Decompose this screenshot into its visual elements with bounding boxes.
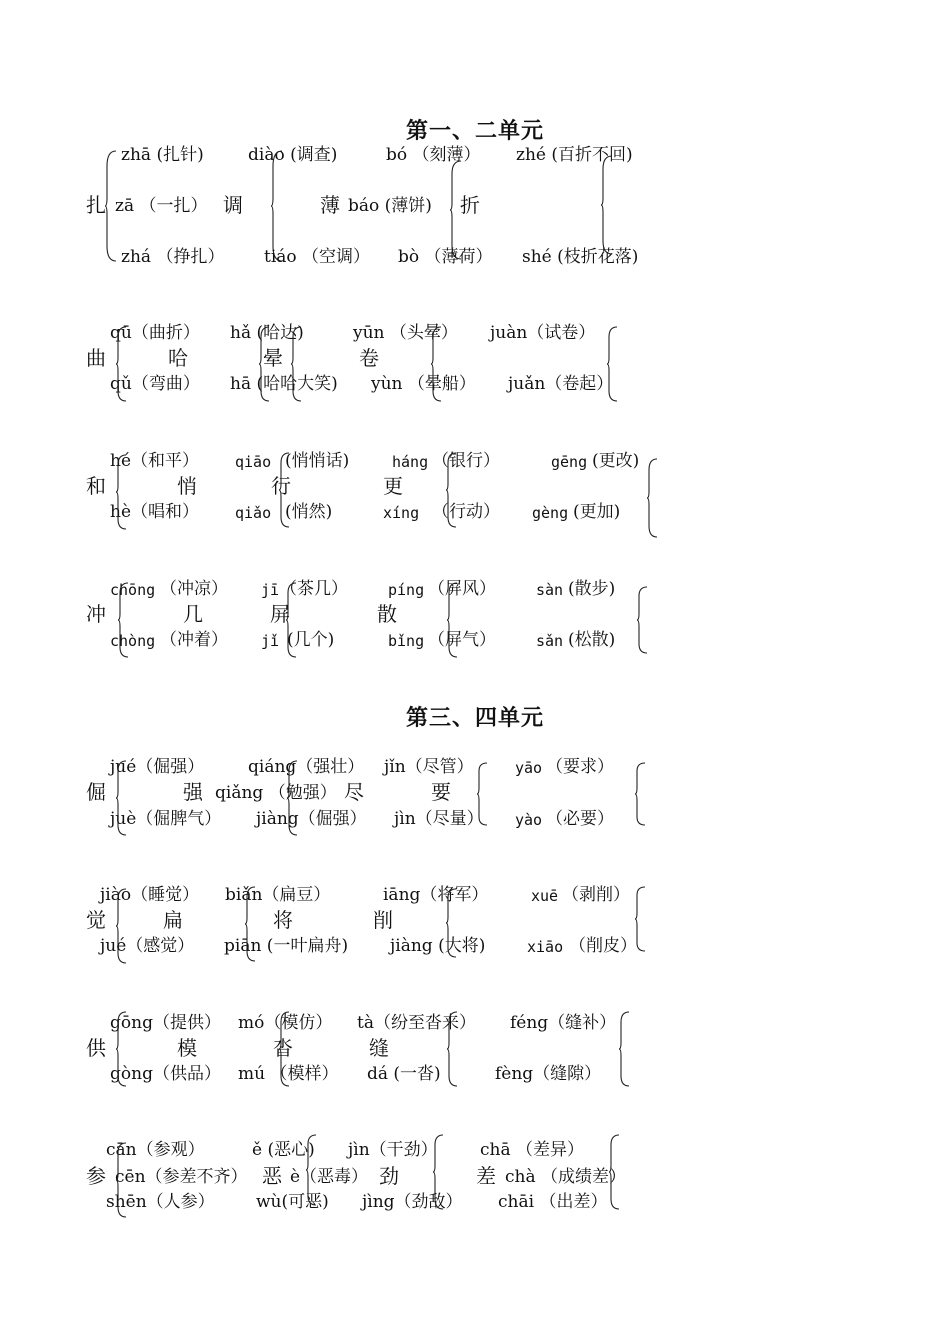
reading-bottom: hè（唱和） bbox=[110, 502, 200, 522]
char: 晕 bbox=[263, 346, 283, 370]
head-char: 倔 bbox=[86, 780, 106, 804]
reading-mid: chà （成绩差） bbox=[505, 1167, 627, 1187]
brace bbox=[446, 582, 458, 658]
brace bbox=[446, 1011, 458, 1087]
reading-top: juàn（试卷） bbox=[490, 323, 596, 343]
reading-top: jī bbox=[261, 581, 280, 599]
brace bbox=[432, 1134, 444, 1210]
reading-top: jué（倔强） bbox=[110, 757, 205, 777]
reading-bottom: gòng（供品） bbox=[110, 1064, 221, 1084]
word-bottom: (更加) bbox=[573, 502, 621, 522]
reading-top: yāo bbox=[515, 759, 543, 777]
brace bbox=[430, 326, 442, 402]
char: 薄 bbox=[320, 193, 340, 217]
reading-bottom: bò （薄荷） bbox=[398, 247, 493, 267]
brace bbox=[305, 1134, 317, 1206]
reading-top: jìn（干劲） bbox=[348, 1140, 438, 1160]
char: 调 bbox=[223, 193, 243, 217]
reading-bottom: jǐ bbox=[261, 632, 280, 650]
reading-mid: cēn（参差不齐） bbox=[115, 1167, 248, 1187]
reading-bottom: bǐng bbox=[388, 632, 425, 650]
brace bbox=[270, 150, 284, 262]
brace bbox=[600, 155, 614, 255]
reading-bottom: juè（倔脾气） bbox=[110, 809, 222, 829]
brace bbox=[634, 886, 646, 952]
reading-top: hǎ (哈达) bbox=[230, 323, 304, 343]
reading-bottom: hā (哈哈大笑) bbox=[230, 374, 338, 394]
reading-top: hé（和平） bbox=[110, 451, 200, 471]
word-top: (悄悄话) bbox=[285, 451, 350, 471]
reading-top: gōng（提供） bbox=[110, 1013, 221, 1033]
reading-bottom: xiāo bbox=[527, 938, 564, 956]
brace bbox=[445, 888, 457, 958]
char: 折 bbox=[460, 193, 480, 217]
word-top: (散步) bbox=[568, 579, 616, 599]
char: 恶 bbox=[262, 1164, 282, 1188]
reading-bottom: mú （模样） bbox=[238, 1064, 339, 1084]
brace bbox=[115, 454, 127, 530]
word-bottom: (悄然) bbox=[285, 502, 333, 522]
word-top: （茶几） bbox=[280, 579, 348, 599]
brace bbox=[244, 886, 256, 962]
reading-bottom: jìn（尽量） bbox=[394, 809, 484, 829]
char: 几 bbox=[183, 602, 203, 626]
brace bbox=[606, 326, 618, 402]
reading-bottom: xíng bbox=[383, 504, 420, 522]
word-top: (更改) bbox=[592, 451, 640, 471]
head-char: 供 bbox=[86, 1036, 106, 1060]
reading-top: tà（纷至沓来） bbox=[357, 1013, 476, 1033]
head-char: 和 bbox=[86, 474, 106, 498]
word-bottom: （屏气） bbox=[428, 630, 496, 650]
reading-bottom: qiǎo bbox=[235, 504, 272, 522]
reading-top: xuē bbox=[531, 887, 559, 905]
word-bottom: （行动） bbox=[432, 502, 500, 522]
reading-top: ě (恶心) bbox=[252, 1140, 315, 1160]
head-char: 觉 bbox=[86, 908, 106, 932]
char: 要 bbox=[431, 780, 451, 804]
head-char: 参 bbox=[86, 1164, 106, 1188]
reading-bottom: jué（感觉） bbox=[100, 936, 195, 956]
word-top: （冲凉） bbox=[160, 579, 228, 599]
reading-bottom: yùn （晕船） bbox=[371, 374, 476, 394]
brace bbox=[618, 1011, 630, 1087]
char: 悄 bbox=[177, 474, 197, 498]
word-bottom: (几个) bbox=[287, 630, 335, 650]
reading-bottom: fèng（缝隙） bbox=[495, 1064, 602, 1084]
reading-top: zhā (扎针) bbox=[121, 145, 204, 165]
char: 沓 bbox=[273, 1036, 293, 1060]
reading-top: gēng bbox=[551, 453, 588, 471]
word-bottom: (松散) bbox=[568, 630, 616, 650]
reading-bottom: sǎn bbox=[536, 632, 564, 650]
char: 行 bbox=[271, 474, 291, 498]
char: 缝 bbox=[369, 1036, 389, 1060]
reading-bottom: jiàng (大将) bbox=[390, 936, 486, 956]
reading-top: qiáng（强壮） bbox=[248, 757, 365, 777]
reading-bottom: shēn（人参） bbox=[106, 1192, 215, 1212]
char: 尽 bbox=[344, 780, 364, 804]
char: 屏 bbox=[270, 602, 290, 626]
reading-top: bó （刻薄） bbox=[386, 145, 481, 165]
char: 卷 bbox=[359, 346, 379, 370]
reading-bottom: yào bbox=[515, 811, 543, 829]
char: 模 bbox=[177, 1036, 197, 1060]
brace bbox=[115, 888, 127, 964]
reading-top: zhé (百折不回) bbox=[516, 145, 633, 165]
reading-bottom: piān (一叶扁舟) bbox=[224, 936, 349, 956]
brace bbox=[445, 452, 457, 528]
reading-mid: zā （一扎） bbox=[115, 196, 208, 216]
char: 将 bbox=[273, 908, 293, 932]
word-top: （剥削） bbox=[562, 885, 630, 905]
reading-top: diào (调查) bbox=[248, 145, 338, 165]
reading-top: qū（曲折） bbox=[110, 323, 200, 343]
word-bottom: （必要） bbox=[546, 809, 614, 829]
char: 扁 bbox=[163, 908, 183, 932]
brace bbox=[290, 326, 302, 402]
reading-bottom: jìng（劲敌） bbox=[362, 1192, 463, 1212]
char: 更 bbox=[383, 474, 403, 498]
brace bbox=[636, 586, 648, 654]
reading-top: jǐn（尽管） bbox=[384, 757, 474, 777]
reading-mid: è（恶毒） bbox=[290, 1167, 369, 1187]
reading-mid: báo (薄饼) bbox=[348, 196, 432, 216]
reading-bottom: jiàng（倔强） bbox=[256, 809, 367, 829]
word-top: （要求） bbox=[546, 757, 614, 777]
reading-top: qiāo bbox=[235, 453, 272, 471]
brace bbox=[634, 762, 646, 826]
reading-bottom: wù(可恶) bbox=[256, 1192, 329, 1212]
reading-top: iāng（将军） bbox=[383, 885, 489, 905]
reading-bottom: tiáo （空调） bbox=[264, 247, 371, 267]
head-char: 扎 bbox=[86, 193, 106, 217]
reading-bottom: qǔ（弯曲） bbox=[110, 374, 200, 394]
word-top: （银行） bbox=[432, 451, 500, 471]
reading-bottom: shé (枝折花落) bbox=[522, 247, 639, 267]
char: 削 bbox=[373, 908, 393, 932]
char: 强 bbox=[183, 780, 203, 804]
reading-mid: qiǎng （勉强） bbox=[215, 783, 337, 803]
char: 差 bbox=[476, 1164, 496, 1188]
reading-top: chōng bbox=[110, 581, 156, 599]
reading-top: chā （差异） bbox=[480, 1140, 585, 1160]
reading-bottom: chòng bbox=[110, 632, 156, 650]
reading-top: biǎn（扁豆） bbox=[225, 885, 331, 905]
brace bbox=[646, 458, 658, 538]
section-title-units-3-4: 第三、四单元 bbox=[405, 706, 544, 731]
char: 哈 bbox=[168, 346, 188, 370]
reading-bottom: chāi （出差） bbox=[498, 1192, 608, 1212]
brace bbox=[476, 762, 488, 826]
head-char: 曲 bbox=[86, 346, 106, 370]
reading-top: féng（缝补） bbox=[510, 1013, 617, 1033]
word-bottom: （削皮） bbox=[569, 936, 637, 956]
reading-bottom: juǎn（卷起） bbox=[508, 374, 614, 394]
char: 散 bbox=[377, 602, 397, 626]
reading-bottom: zhá （挣扎） bbox=[121, 247, 225, 267]
reading-bottom: gèng bbox=[532, 504, 569, 522]
reading-top: sàn bbox=[536, 581, 564, 599]
reading-top: jiào（睡觉） bbox=[100, 885, 200, 905]
brace bbox=[115, 326, 127, 402]
reading-bottom: dá (一沓) bbox=[367, 1064, 441, 1084]
reading-top: mó（模仿） bbox=[238, 1013, 333, 1033]
reading-top: yūn （头晕） bbox=[353, 323, 458, 343]
section-title-units-1-2: 第一、二单元 bbox=[405, 119, 544, 144]
reading-top: cān（参观） bbox=[106, 1140, 205, 1160]
reading-top: píng bbox=[388, 581, 425, 599]
brace bbox=[115, 1011, 127, 1087]
word-bottom: （冲着） bbox=[160, 630, 228, 650]
brace bbox=[117, 582, 129, 658]
head-char: 冲 bbox=[86, 602, 106, 626]
brace bbox=[608, 1134, 620, 1210]
word-top: （屏风） bbox=[428, 579, 496, 599]
brace bbox=[286, 760, 298, 836]
reading-top: háng bbox=[392, 453, 429, 471]
brace bbox=[115, 760, 127, 836]
brace bbox=[115, 1142, 127, 1218]
char: 劲 bbox=[379, 1164, 399, 1188]
